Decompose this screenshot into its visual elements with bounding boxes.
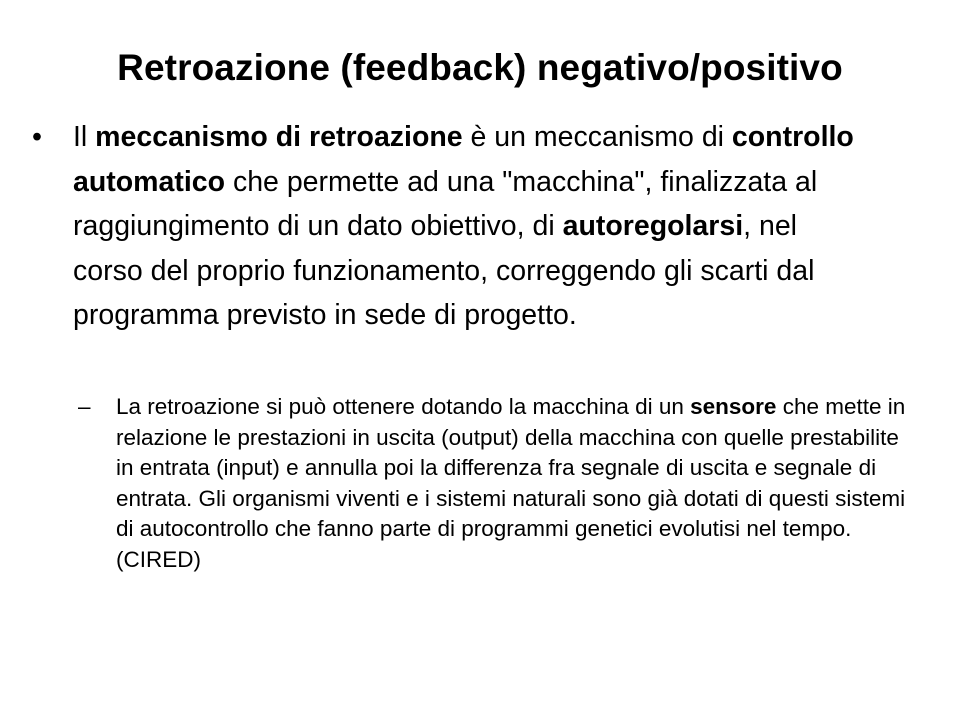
bullet-level-2: [78, 392, 938, 576]
bullet1-bold-term-1: meccanismo di retroazione: [95, 121, 463, 153]
bullet1-bold-term-2: controllo automatico: [73, 121, 854, 198]
bullet2-text-part-1: La retroazione si può ottenere dotando la macchina di un: [116, 394, 691, 419]
bullet1-bold-term-3: autoregolarsi: [562, 210, 744, 242]
bullet1-text-part-3: che permette ad una "macchina", finalizzata al raggiungimento di un dato obiettivo, di: [73, 165, 818, 242]
bullet2-text-part-2: che mette in relazione le prestazioni in uscita (output) della macchina con quelle prestabilite in entrata (input) e annulla poi la differenza fra segnale di uscita e segnale di entrata. Gli organismi viventi e i sistemi naturali sono già dotati di questi sistemi di autocontrollo che fanno parte di programmi genetici evolutisi nel tempo. (CIRED): [116, 394, 906, 572]
bullet2-bold-term-1: sensore: [690, 394, 777, 419]
bullet-level-1-text: [73, 115, 873, 338]
slide-title: Retroazione (feedback) negativo/positivo: [117, 47, 843, 88]
bullet-dot-marker: •: [32, 121, 42, 153]
bullet-level-2-text: [116, 392, 916, 576]
bullet-level-1: [32, 115, 912, 338]
bullet1-text-part-1: Il: [73, 121, 96, 153]
bullet-dash-marker: –: [78, 394, 91, 419]
bullet1-text-part-2: è un meccanismo di: [462, 121, 732, 153]
bullet1-text-part-4: , nel corso del proprio funzionamento, correggendo gli scarti dal programma previsto in sede di progetto.: [73, 210, 815, 331]
